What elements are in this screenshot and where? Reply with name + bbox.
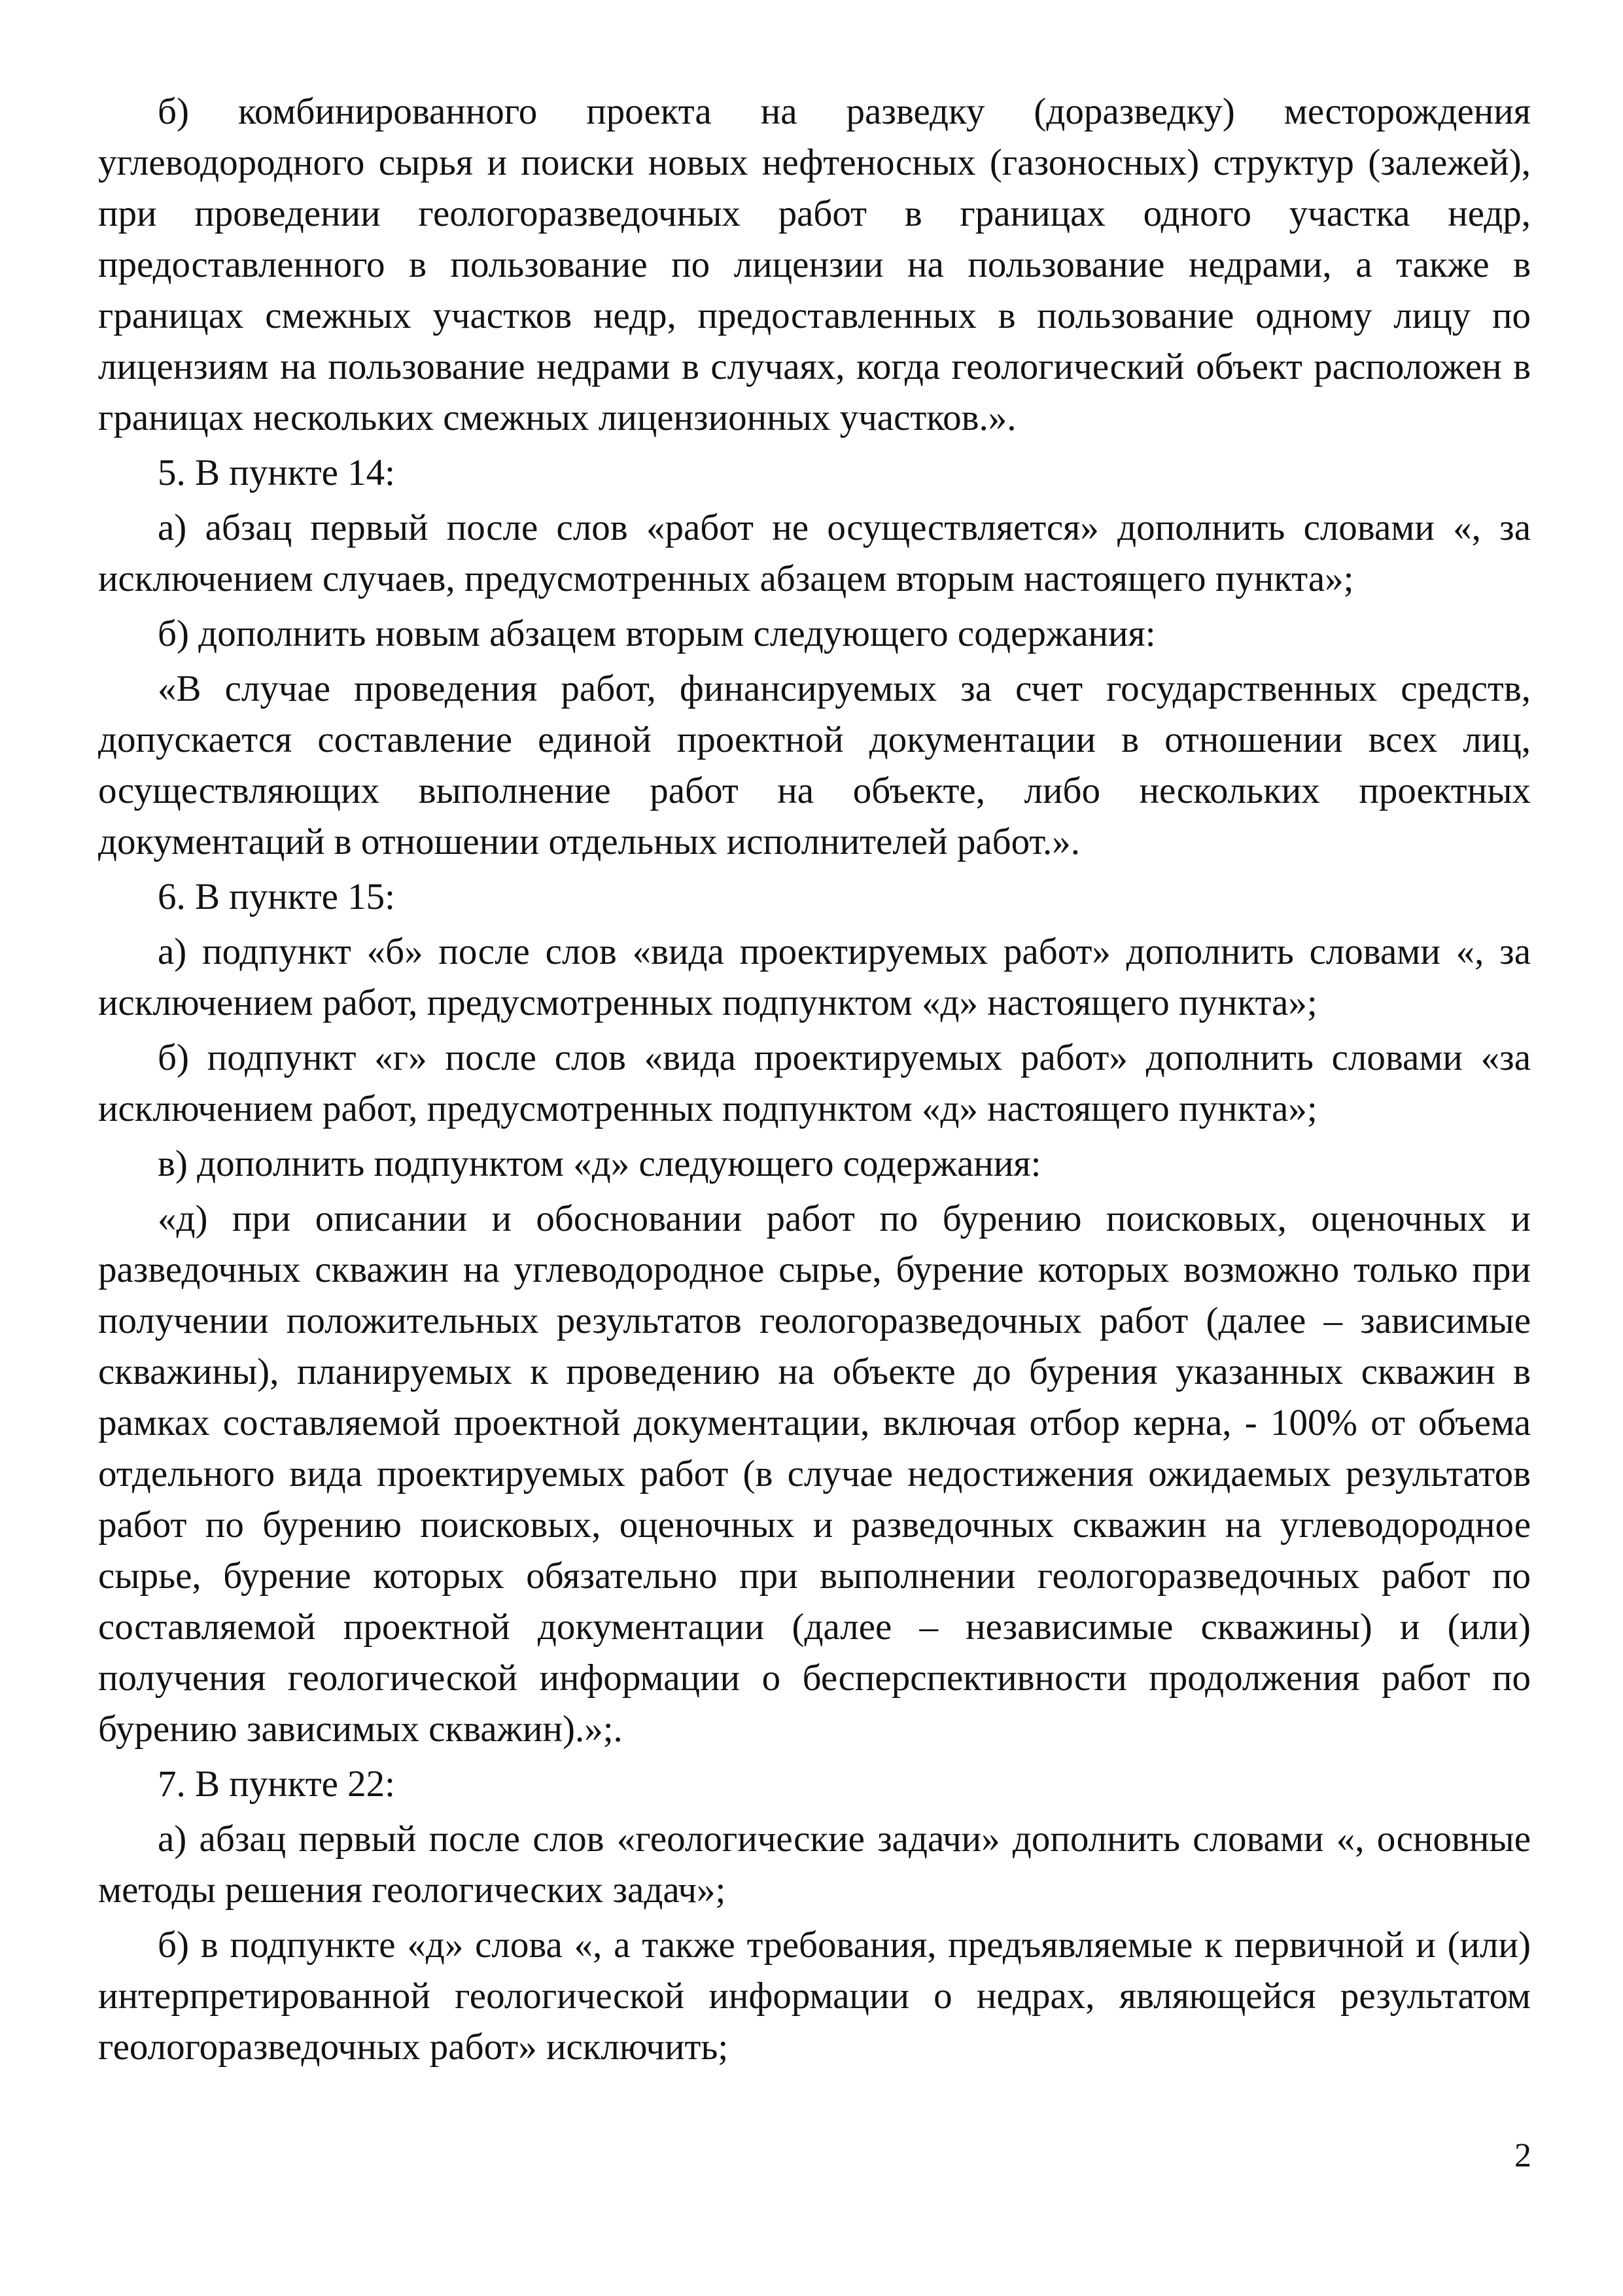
paragraph-10: «д) при описании и обосновании работ по бурению поисковых, оценочных и разведочных скважин на углеводородное сырье, бурение которых возможно только при получении положительных результатов геологоразведочных работ (далее – зависимые скважины), планируемых к проведению на объекте до бурения указанных скважин в рамках составляемой проектной документации, включая отбор керна, - 100% от объема отдельного вида проектируемых работ (в случае недостижения ожидаемых результатов работ по бурению поисковых, оценочных и разведочных скважин на углеводородное сырье, бурение которых обязательно при выполнении геологоразведочных работ по составляемой проектной документации (далее – независимые скважины) и (или) получения геологической информации о бесперспективности продолжения работ по бурению зависимых скважин).»;. [98,1198,1531,1750]
page-number: 2 [1514,2137,1531,2174]
paragraph-4: б) дополнить новым абзацем вторым следующего содержания: [158,613,1156,654]
paragraph-8: б) подпункт «г» после слов «вида проектируемых работ» дополнить словами «за исключением работ, предусмотренных подпунктом «д» настоящего пункта»; [98,1037,1531,1129]
paragraph-1: б) комбинированного проекта на разведку (доразведку) месторождения углеводородного сырья и поиски новых нефтеносных (газоносных) структур (залежей), при проведении геологоразведочных работ в границах одного участка недр, предоставленного в пользование по лицензии на пользование недрами, а также в границах смежных участков недр, предоставленных в пользование одному лицу по лицензиям на пользование недрами в случаях, когда геологический объект расположен в границах нескольких смежных лицензионных участков.». [98,91,1531,438]
paragraph-7: а) подпункт «б» после слов «вида проектируемых работ» дополнить словами «, за исключением работ, предусмотренных подпунктом «д» настоящего пункта»; [98,931,1531,1023]
document-body [98,86,1531,2077]
paragraph-5: «В случае проведения работ, финансируемых за счет государственных средств, допускается составление единой проектной документации в отношении всех лиц, осуществляющих выполнение работ на объекте, либо нескольких проектных документаций в отношении отдельных исполнителей работ.». [98,668,1531,862]
paragraph-13: б) в подпункте «д» слова «, а также требования, предъявляемые к первичной и (или) интерпретированной геологической информации о недрах, являющейся результатом геологоразведочных работ» исключить; [98,1924,1531,2068]
paragraph-11: 7. В пункте 22: [158,1763,396,1805]
paragraph-3: а) абзац первый после слов «работ не осуществляется» дополнить словами «, за исключением случаев, предусмотренных абзацем вторым настоящего пункта»; [98,507,1531,599]
paragraph-12: а) абзац первый после слов «геологические задачи» дополнить словами «, основные методы решения геологических задач»; [98,1818,1531,1911]
paragraph-6: 6. В пункте 15: [158,876,396,917]
paragraph-2: 5. В пункте 14: [158,452,396,493]
paragraph-9: в) дополнить подпунктом «д» следующего содержания: [158,1143,1041,1184]
